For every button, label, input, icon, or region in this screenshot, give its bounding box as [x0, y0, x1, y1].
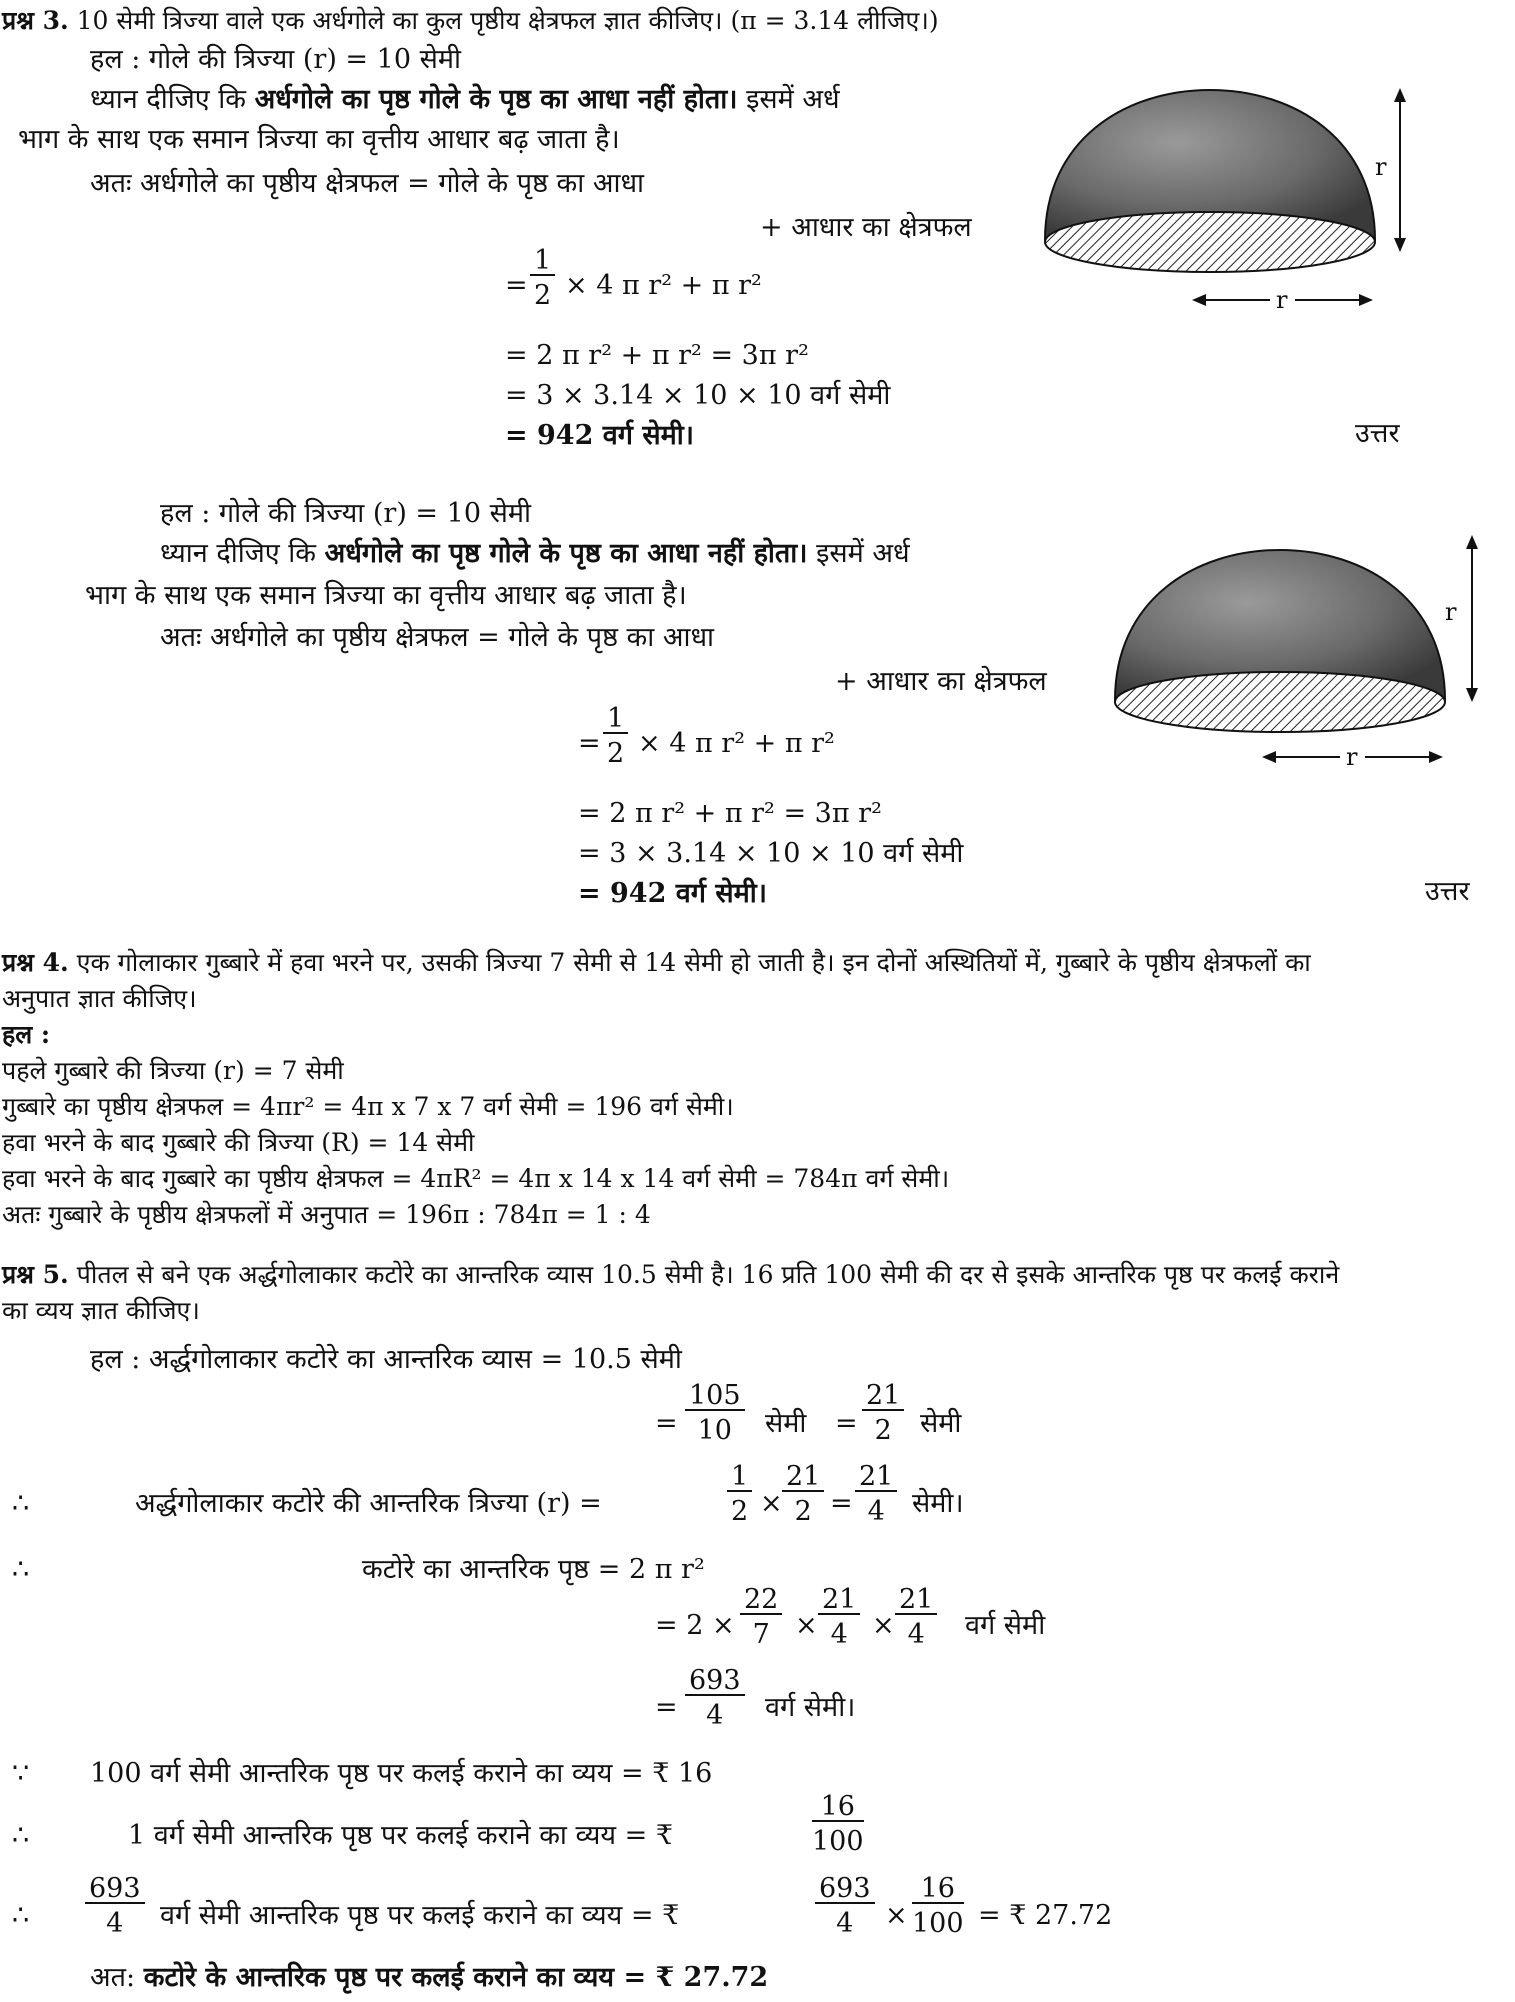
- q5-frac-16-100: $\frac{16}{100}$: [812, 1791, 864, 1857]
- q4-number: प्रश्न 4.: [2, 948, 69, 977]
- therefore-symbol: ∴: [12, 1554, 30, 1585]
- q3-result-2: = 942 वर्ग सेमी।: [578, 878, 768, 909]
- q5-frac-693-4-b: $\frac{693}{4}$: [85, 1875, 145, 1937]
- therefore-symbol: ∴: [12, 1488, 30, 1519]
- q3-step3-2: = 3 × 3.14 × 10 × 10 वर्ग सेमी: [578, 838, 964, 869]
- base-ellipse: [1115, 672, 1445, 732]
- q5-frac-21-2: $\frac{21}{2}$: [862, 1382, 904, 1444]
- arrow-head-up: [1394, 88, 1406, 102]
- q5-cost-result: = ₹ 27.72: [978, 1900, 1113, 1931]
- q5-eq-b: =: [835, 1408, 858, 1439]
- q4-text-1: एक गोलाकार गुब्बारे में हवा भरने पर, उसकी त्रिज्या 7 सेमी से 14 सेमी हो जाती है। इन दोनों अस्थितियों में, गुब्बारे के पृष्ठीय क्षेत्रफलों का: [76, 948, 1311, 977]
- q5-cost-100: 100 वर्ग सेमी आन्तरिक पृष्ठ पर कलई कराने का व्यय = ₹ 16: [90, 1758, 713, 1789]
- base-ellipse: [1045, 212, 1375, 272]
- q5-frac-21-2-b: $\frac{21}{2}$: [782, 1463, 824, 1525]
- q5-cost-1: 1 वर्ग सेमी आन्तरिक पृष्ठ पर कलई कराने का व्यय = ₹: [128, 1820, 674, 1851]
- q3-step1-fraction: $\frac{1}{2}$: [530, 247, 555, 309]
- q5-frac-693-4-c: $\frac{693}{4}$: [815, 1875, 875, 1937]
- q5-heading: [2, 1262, 1339, 1287]
- q5-times-b: ×: [795, 1610, 818, 1641]
- q3-area-intro: अतः अर्धगोले का पृष्ठीय क्षेत्रफल = गोले के पृष्ठ का आधा: [90, 168, 645, 199]
- q5-text-1: पीतल से बने एक अर्द्धगोलाकार कटोरे का आन्तरिक व्यास 10.5 सेमी है। 16 प्रति 100 सेमी की दर से इसके आन्तरिक पृष्ठ पर कलई कराने: [76, 1260, 1340, 1289]
- q4-heading: [2, 950, 1311, 975]
- q3-result: = 942 वर्ग सेमी।: [505, 420, 695, 451]
- q5-unit-e: वर्ग सेमी।: [765, 1692, 856, 1723]
- q5-frac-21-4: $\frac{21}{4}$: [855, 1463, 897, 1525]
- q4-solution-label: हल :: [2, 1020, 51, 1049]
- q5-unit-a: सेमी: [765, 1408, 807, 1439]
- q5-unit-c: सेमी।: [912, 1488, 964, 1519]
- q4-text-2: अनुपात ज्ञात कीजिए।: [2, 984, 197, 1013]
- q5-frac-16-100-b: $\frac{16}{100}$: [912, 1873, 964, 1939]
- q3-step1-rest-2: × 4 π r² + π r²: [638, 728, 835, 759]
- arrow-head-right: [1359, 294, 1373, 306]
- q5-number: प्रश्न 5.: [2, 1260, 69, 1289]
- q3-area-plus: + आधार का क्षेत्रफल: [760, 212, 972, 243]
- q3-answer-label: उत्तर: [1355, 418, 1400, 449]
- q3-text: 10 सेमी त्रिज्या वाले एक अर्धगोले का कुल पृष्ठीय क्षेत्रफल ज्ञात कीजिए। (π = 3.14 लीजिए।): [76, 6, 939, 35]
- q5-frac-22-7: $\frac{22}{7}$: [740, 1586, 782, 1648]
- q5-unit-d: वर्ग सेमी: [965, 1610, 1046, 1641]
- q4-line-1: पहले गुब्बारे की त्रिज्या (r) = 7 सेमी: [2, 1056, 344, 1085]
- q5-frac-105-10: $\frac{105}{10}$: [685, 1382, 745, 1444]
- q5-frac-21-4-c: $\frac{21}{4}$: [895, 1586, 937, 1648]
- q3-step2: = 2 π r² + π r² = 3π r²: [505, 340, 809, 371]
- q5-surface-label: कटोरे का आन्तरिक पृष्ठ = 2 π r²: [362, 1554, 705, 1585]
- q5-times-a: ×: [760, 1488, 783, 1519]
- q5-frac-21-4-b: $\frac{21}{4}$: [818, 1586, 860, 1648]
- arrow-head-left: [1262, 751, 1276, 763]
- q5-eq-a: =: [655, 1408, 678, 1439]
- q3-area-plus-2: + आधार का क्षेत्रफल: [835, 666, 1047, 697]
- arrow-head-down: [1466, 688, 1478, 702]
- q3-number: प्रश्न 3.: [2, 6, 69, 35]
- q5-diameter: हल : अर्द्धगोलाकार कटोरे का आन्तरिक व्यास = 10.5 सेमी: [90, 1344, 682, 1375]
- q3-step1-eq-2: =: [578, 728, 601, 759]
- radius-label: r: [1276, 286, 1288, 314]
- q3-step2-2: = 2 π r² + π r² = 3π r²: [578, 798, 882, 829]
- height-label: r: [1375, 153, 1387, 181]
- q3-note: ध्यान दीजिए कि अर्धगोले का पृष्ठ गोले के पृष्ठ का आधा नहीं होता। इसमें अर्ध: [90, 84, 840, 115]
- q5-text-2: का व्यय ज्ञात कीजिए।: [2, 1296, 200, 1325]
- hemisphere-figure-2: [1100, 535, 1490, 795]
- q5-final: अत: कटोरे के आन्तरिक पृष्ठ पर कलई कराने का व्यय = ₹ 27.72: [90, 1962, 769, 1993]
- q5-unit-b: सेमी: [920, 1408, 962, 1439]
- q5-eq-e: =: [655, 1692, 678, 1723]
- q5-cost-n: वर्ग सेमी आन्तरिक पृष्ठ पर कलई कराने का व्यय = ₹: [160, 1900, 680, 1931]
- because-symbol: ∵: [12, 1758, 30, 1789]
- q3-step1-fraction-2: $\frac{1}{2}$: [603, 705, 628, 767]
- q4-line-4: हवा भरने के बाद गुब्बारे का पृष्ठीय क्षेत्रफल = 4πR² = 4π x 14 x 14 वर्ग सेमी = 784π वर्ग सेमी।: [2, 1164, 950, 1193]
- arrow-head-up: [1466, 535, 1478, 549]
- arrow-head-down: [1394, 238, 1406, 252]
- q3-note-line2: भाग के साथ एक समान त्रिज्या का वृत्तीय आधार बढ़ जाता है।: [18, 124, 620, 155]
- q5-radius-label: अर्द्धगोलाकार कटोरे की आन्तरिक त्रिज्या (r) =: [135, 1488, 602, 1519]
- q3-note-2: ध्यान दीजिए कि अर्धगोले का पृष्ठ गोले के पृष्ठ का आधा नहीं होता। इसमें अर्ध: [160, 538, 910, 569]
- q5-times-d: ×: [885, 1900, 908, 1931]
- hemisphere-figure-1: [1030, 80, 1420, 340]
- q4-line-3: हवा भरने के बाद गुब्बारे की त्रिज्या (R) = 14 सेमी: [2, 1128, 475, 1157]
- q4-line-2: गुब्बारे का पृष्ठीय क्षेत्रफल = 4πr² = 4π x 7 x 7 वर्ग सेमी = 196 वर्ग सेमी।: [2, 1092, 734, 1121]
- radius-label: r: [1346, 743, 1358, 771]
- q4-line-5: अतः गुब्बारे के पृष्ठीय क्षेत्रफलों में अनुपात = 196π : 784π = 1 : 4: [2, 1200, 651, 1229]
- q3-answer-label-2: उत्तर: [1425, 876, 1470, 907]
- q3-area-intro-2: अतः अर्धगोले का पृष्ठीय क्षेत्रफल = गोले के पृष्ठ का आधा: [160, 622, 715, 653]
- q5-times-c: ×: [872, 1610, 895, 1641]
- q3-solution-radius: हल : गोले की त्रिज्या (r) = 10 सेमी: [90, 44, 461, 75]
- q3-solution-radius-2: हल : गोले की त्रिज्या (r) = 10 सेमी: [160, 498, 531, 529]
- q3-step3: = 3 × 3.14 × 10 × 10 वर्ग सेमी: [505, 380, 891, 411]
- arrow-head-left: [1192, 294, 1206, 306]
- q5-frac-693-4: $\frac{693}{4}$: [685, 1667, 745, 1729]
- q5-frac-1-2: $\frac{1}{2}$: [727, 1463, 752, 1525]
- q3-step1-eq: =: [505, 270, 528, 301]
- q5-eq-c: =: [830, 1488, 853, 1519]
- therefore-symbol: ∴: [12, 1820, 30, 1851]
- q3-step1-rest: × 4 π r² + π r²: [565, 270, 762, 301]
- therefore-symbol: ∴: [12, 1900, 30, 1931]
- arrow-head-right: [1429, 751, 1443, 763]
- q3-heading: [2, 8, 939, 33]
- q3-note-line2-2: भाग के साथ एक समान त्रिज्या का वृत्तीय आधार बढ़ जाता है।: [85, 580, 687, 611]
- height-label: r: [1445, 598, 1457, 626]
- q5-eq-d: = 2 ×: [655, 1610, 735, 1641]
